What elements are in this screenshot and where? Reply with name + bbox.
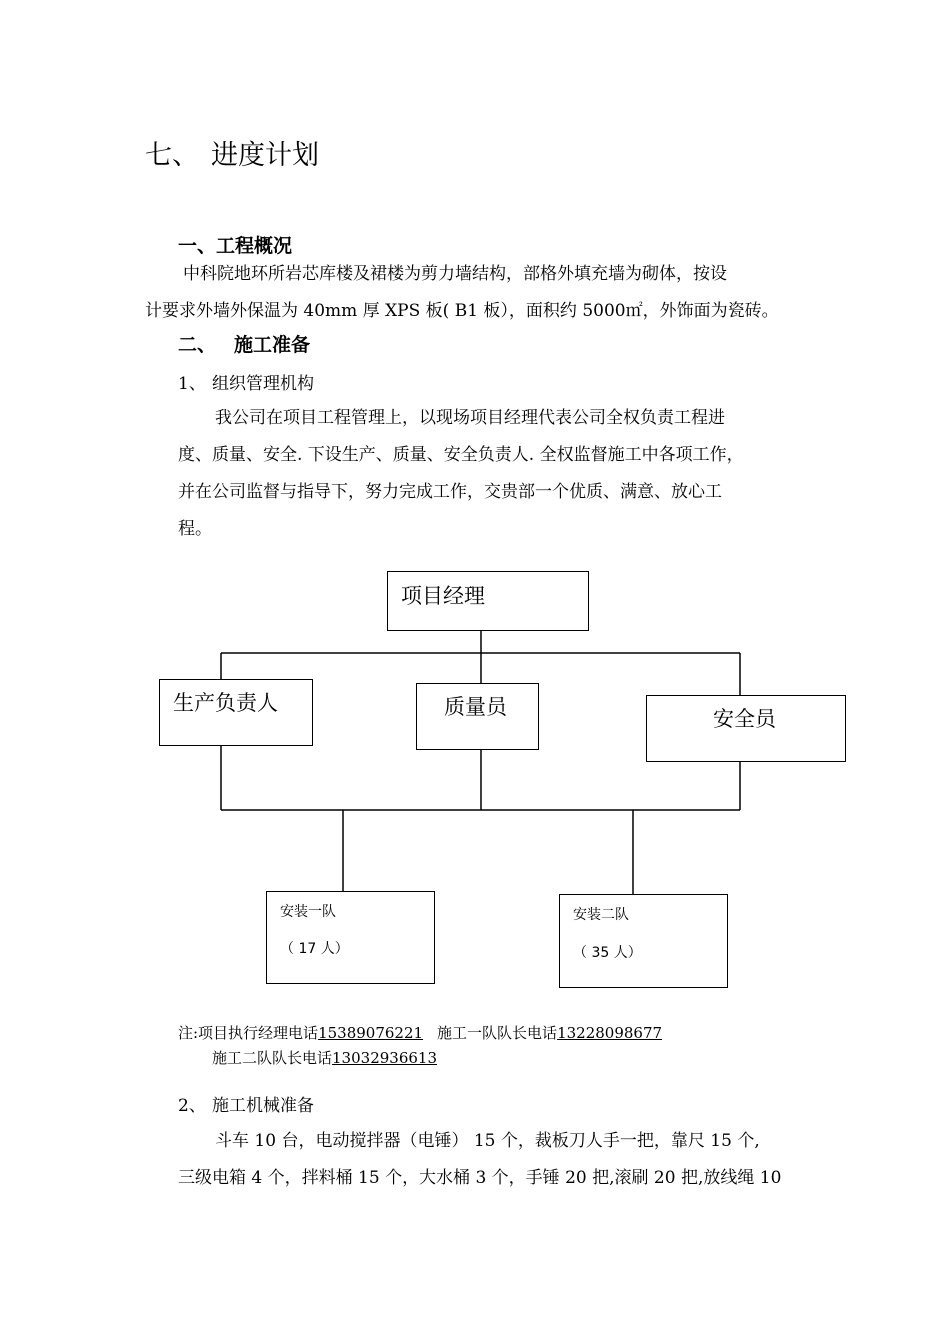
- subsection2-title: 施工机械准备: [212, 1096, 314, 1116]
- note-prefix: 注:项目执行经理电话: [178, 1024, 319, 1042]
- org-box-manager: [387, 571, 589, 631]
- team1-phone-label: 施工一队队长电话: [437, 1024, 558, 1042]
- subsection1-num: 1、: [178, 374, 206, 394]
- org-box-safety: [646, 695, 846, 762]
- contact-note-line1: [178, 1022, 662, 1043]
- org-box-quality: [416, 683, 539, 750]
- chapter-title-text: 进度计划: [211, 140, 319, 171]
- section2-heading-num: 二、: [178, 334, 217, 356]
- section1-heading: 一、工程概况: [178, 235, 293, 257]
- org-production-label: 生产负责人: [173, 691, 278, 715]
- org-paragraph-line4: 程。: [178, 519, 212, 539]
- team1-name: 安装一队: [280, 904, 336, 920]
- org-box-team1: [266, 891, 435, 984]
- subsection2-heading: [178, 1091, 314, 1116]
- team1-phone: 13228098677: [557, 1024, 663, 1042]
- team1-count: （ 17 人）: [280, 941, 349, 957]
- machinery-line2: 三级电箱 4 个，拌料桶 15 个，大水桶 3 个，手锤 20 把,滚刷 20 把,放线绳 10: [178, 1168, 782, 1188]
- subsection2-num: 2、: [178, 1096, 206, 1116]
- team2-phone: 13032936613: [332, 1049, 437, 1067]
- org-box-production: [159, 679, 313, 746]
- section1-line2: 计要求外墙外保温为 40mm 厚 XPS 板( B1 板），面积约 5000㎡，外饰面为瓷砖。: [145, 301, 779, 321]
- team2-count: （ 35 人）: [573, 945, 642, 961]
- team2-phone-label: 施工二队队长电话: [212, 1049, 333, 1067]
- team2-name: 安装二队: [573, 907, 629, 923]
- section1-line1: 中科院地环所岩芯库楼及裙楼为剪力墙结构，部格外填充墙为砌体，按设: [183, 264, 727, 284]
- contact-note-line2: [212, 1047, 449, 1068]
- subsection1-title: 组织管理机构: [212, 374, 314, 394]
- manager-phone: 15389076221: [318, 1024, 424, 1042]
- org-paragraph-line1: 我公司在项目工程管理上，以现场项目经理代表公司全权负责工程进: [215, 408, 725, 428]
- org-box-team2: [559, 894, 728, 988]
- chapter-number: 七、: [145, 140, 199, 171]
- machinery-line1: 斗车 10 台，电动搅拌器（电锤） 15 个，裁板刀人手一把，靠尺 15 个,: [215, 1131, 760, 1151]
- section2-heading-title: 施工准备: [234, 334, 311, 356]
- org-paragraph-line3: 并在公司监督与指导下，努力完成工作，交贵部一个优质、满意、放心工: [178, 482, 722, 502]
- org-paragraph-line2: 度、质量、安全. 下设生产、质量、安全负责人. 全权监督施工中各项工作，: [178, 445, 744, 465]
- org-manager-label: 项目经理: [401, 584, 485, 608]
- org-safety-label: 安全员: [713, 707, 776, 731]
- org-quality-label: 质量员: [444, 695, 507, 719]
